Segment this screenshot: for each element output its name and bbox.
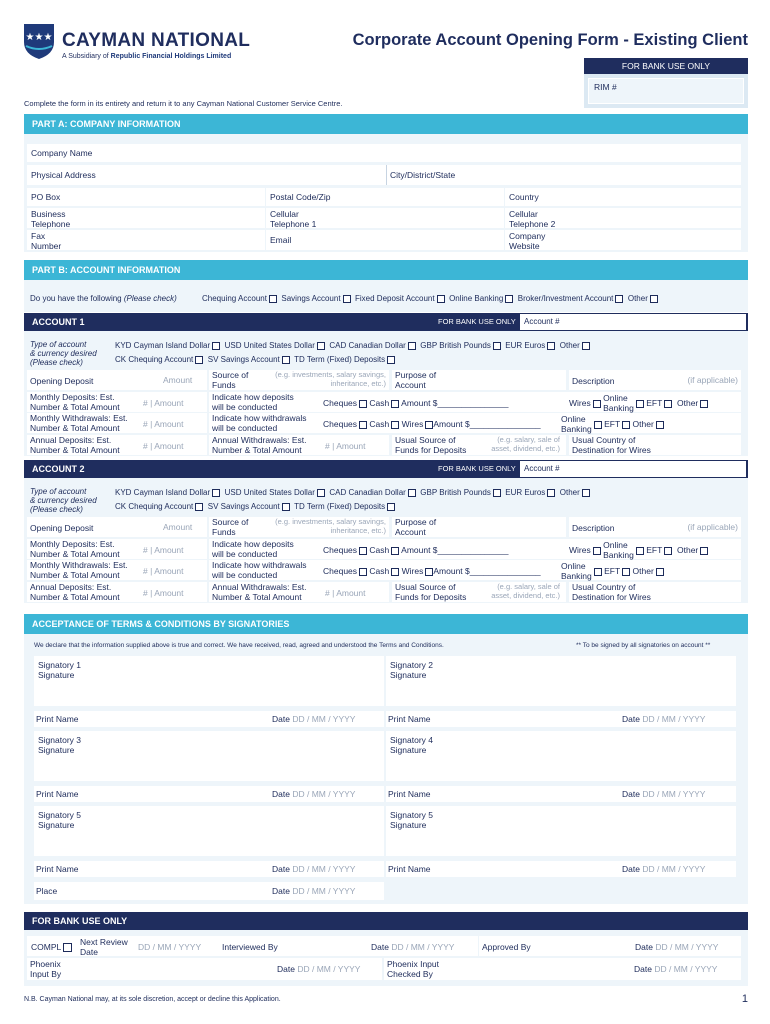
print-name5-field[interactable]: Print Name Date DD / MM / YYYY bbox=[34, 861, 384, 877]
usual-country-field[interactable]: Usual Country of Destination for Wires bbox=[569, 435, 741, 455]
account1-currencies-row1: KYD Cayman Island Dollar USD United States Dollar CAD Canadian Dollar GBP British Pounds EUR Euros Other bbox=[115, 341, 590, 350]
account2-type-label: Type of account & currency desired (Please check) bbox=[30, 487, 97, 514]
online-banking-checkbox[interactable] bbox=[505, 295, 513, 303]
page-number: 1 bbox=[741, 993, 748, 1005]
kyd-checkbox[interactable] bbox=[212, 489, 220, 497]
source-funds-field[interactable]: Source of Funds (e.g. investments, salary savings, inheritance, etc.) bbox=[209, 370, 389, 390]
cad-checkbox[interactable] bbox=[408, 342, 416, 350]
how-withdrawals-field[interactable]: Indicate how withdrawals will be conducted Cheques Cash Wires Amount $_______________ Online Banking EFT Other bbox=[209, 560, 741, 580]
company-name-field[interactable]: Company Name bbox=[27, 144, 741, 162]
other-currency-checkbox[interactable] bbox=[582, 489, 590, 497]
fixed-deposit-checkbox[interactable] bbox=[437, 295, 445, 303]
monthly-withdrawals-field[interactable]: Monthly Withdrawals: Est. Number & Total Amount # | Amount bbox=[27, 560, 207, 580]
city-field[interactable]: City/District/State bbox=[386, 165, 458, 185]
usd-checkbox[interactable] bbox=[317, 489, 325, 497]
ck-checkbox[interactable] bbox=[195, 503, 203, 511]
account2-bank-use: FOR BANK USE ONLY bbox=[438, 464, 516, 473]
website-field[interactable]: Company Website bbox=[505, 230, 741, 250]
savings-checkbox[interactable] bbox=[343, 295, 351, 303]
signatory4-field[interactable]: Signatory 4 Signature bbox=[386, 731, 736, 781]
phoenix-input-field[interactable]: Phoenix Input By Date DD / MM / YYYY bbox=[27, 958, 382, 980]
physical-address-field[interactable]: Physical Address bbox=[27, 165, 741, 185]
part-b-options: Chequing Account Savings Account Fixed Deposit Account Online Banking Broker/Investment Account Other bbox=[202, 294, 658, 303]
signatory5-field[interactable]: Signatory 5 Signature bbox=[34, 806, 384, 856]
account2-currencies-row2: CK Chequing Account SV Savings Account TD Term (Fixed) Deposits bbox=[115, 502, 395, 511]
how-deposits-field[interactable]: Indicate how deposits will be conducted Cheques Cash Amount $_______________ Wires Online Banking EFT Other bbox=[209, 392, 741, 412]
phoenix-checked-field[interactable]: Phoenix Input Checked By Date DD / MM / YYYY bbox=[384, 958, 741, 980]
approved-by-field[interactable]: Approved By Date DD / MM / YYYY bbox=[479, 936, 741, 956]
account1-bank-use: FOR BANK USE ONLY bbox=[438, 317, 516, 326]
description-field[interactable]: Description (if applicable) bbox=[569, 517, 741, 537]
footnote: N.B. Cayman National may, at its sole discretion, accept or decline this Application. bbox=[24, 996, 281, 1003]
place-field[interactable]: Place Date DD / MM / YYYY bbox=[34, 882, 384, 900]
rim-field[interactable]: RIM # bbox=[588, 78, 744, 104]
print-name1-field[interactable]: Print Name Date DD / MM / YYYY bbox=[34, 711, 384, 727]
po-box-field[interactable]: PO Box bbox=[27, 188, 265, 206]
country-field[interactable]: Country bbox=[505, 188, 741, 206]
print-name2-field[interactable]: Print Name Date DD / MM / YYYY bbox=[386, 711, 736, 727]
other-checkbox[interactable] bbox=[650, 295, 658, 303]
cellular2-field[interactable]: Cellular Telephone 2 bbox=[505, 208, 741, 228]
next-review-date[interactable]: DD / MM / YYYY bbox=[138, 942, 202, 952]
purpose-field[interactable]: Purpose of Account bbox=[392, 517, 566, 537]
account1-type-label: Type of account & currency desired (Please check) bbox=[30, 340, 97, 367]
monthly-deposits-field[interactable]: Monthly Deposits: Est. Number & Total Amount # | Amount bbox=[27, 539, 207, 559]
source-funds-field[interactable]: Source of Funds (e.g. investments, salary savings, inheritance, etc.) bbox=[209, 517, 389, 537]
postal-code-field[interactable]: Postal Code/Zip bbox=[266, 188, 504, 206]
annual-deposits-field[interactable]: Annual Deposits: Est. Number & Total Amount # | Amount bbox=[27, 435, 207, 455]
bank-use-header: FOR BANK USE ONLY bbox=[584, 58, 748, 74]
account2-title: ACCOUNT 2 bbox=[24, 460, 748, 478]
signed-note: ** To be signed by all signatories on account ** bbox=[576, 642, 711, 649]
logo-brand: CAYMAN NATIONAL bbox=[62, 30, 251, 51]
eur-checkbox[interactable] bbox=[547, 489, 555, 497]
how-deposits-field[interactable]: Indicate how deposits will be conducted Cheques Cash Amount $_______________ Wires Online Banking EFT Other bbox=[209, 539, 741, 559]
svg-text:★★★: ★★★ bbox=[25, 32, 53, 43]
part-b-title: PART B: ACCOUNT INFORMATION bbox=[24, 260, 748, 280]
declaration-text: We declare that the information supplied above is true and correct. We have received, read, agreed and understood the Terms and Conditions. bbox=[34, 642, 444, 649]
part-b-question: Do you have the following (Please check) bbox=[30, 294, 177, 303]
logo-shield-icon bbox=[22, 22, 56, 60]
annual-withdrawals-field[interactable]: Annual Withdrawals: Est. Number & Total Amount # | Amount bbox=[209, 435, 389, 455]
print-name6-field[interactable]: Print Name Date DD / MM / YYYY bbox=[386, 861, 736, 877]
cellular1-field[interactable]: Cellular Telephone 1 bbox=[266, 208, 504, 228]
account2-number-field[interactable]: Account # bbox=[520, 461, 746, 477]
email-field[interactable]: Email bbox=[266, 230, 504, 250]
how-withdrawals-field[interactable]: Indicate how withdrawals will be conducted Cheques Cash Wires Amount $_______________ Online Banking EFT Other bbox=[209, 413, 741, 433]
sv-checkbox[interactable] bbox=[282, 503, 290, 511]
monthly-withdrawals-field[interactable]: Monthly Withdrawals: Est. Number & Total Amount # | Amount bbox=[27, 413, 207, 433]
purpose-field[interactable]: Purpose of Account bbox=[392, 370, 566, 390]
form-title: Corporate Account Opening Form - Existing Client bbox=[352, 31, 748, 49]
instruction-text: Complete the form in its entirety and return it to any Cayman National Customer Service Centre. bbox=[24, 99, 343, 108]
acceptance-title: ACCEPTANCE OF TERMS & CONDITIONS BY SIGNATORIES bbox=[24, 614, 748, 634]
signatory1-field[interactable]: Signatory 1 Signature bbox=[34, 656, 384, 706]
account1-title: ACCOUNT 1 bbox=[24, 313, 748, 331]
usual-source-field[interactable]: Usual Source of Funds for Deposits (e.g. salary, sale of asset, dividend, etc.) bbox=[392, 582, 566, 602]
interviewed-by-label: Interviewed By bbox=[222, 942, 278, 952]
broker-checkbox[interactable] bbox=[615, 295, 623, 303]
annual-deposits-field[interactable]: Annual Deposits: Est. Number & Total Amount # | Amount bbox=[27, 582, 207, 602]
account1-number-field[interactable]: Account # bbox=[520, 314, 746, 330]
footer-bank-use-title: FOR BANK USE ONLY bbox=[24, 912, 748, 930]
signatory2-field[interactable]: Signatory 2 Signature bbox=[386, 656, 736, 706]
eur-checkbox[interactable] bbox=[547, 342, 555, 350]
interviewed-date-field[interactable]: Date DD / MM / YYYY bbox=[368, 936, 478, 956]
other-currency-checkbox[interactable] bbox=[582, 342, 590, 350]
usd-checkbox[interactable] bbox=[317, 342, 325, 350]
signatory6-field[interactable]: Signatory 5 Signature bbox=[386, 806, 736, 856]
opening-deposit-field[interactable]: Opening Deposit Amount bbox=[27, 370, 207, 390]
ck-checkbox[interactable] bbox=[195, 356, 203, 364]
signatory3-field[interactable]: Signatory 3 Signature bbox=[34, 731, 384, 781]
usual-source-field[interactable]: Usual Source of Funds for Deposits (e.g. salary, sale of asset, dividend, etc.) bbox=[392, 435, 566, 455]
usual-country-field[interactable]: Usual Country of Destination for Wires bbox=[569, 582, 741, 602]
compl-field[interactable]: COMPL bbox=[31, 942, 72, 952]
business-tel-field[interactable]: Business Telephone bbox=[27, 208, 265, 228]
rim-box bbox=[584, 74, 748, 108]
td-checkbox[interactable] bbox=[387, 356, 395, 364]
next-review-label: Next Review Date bbox=[80, 937, 128, 957]
print-name4-field[interactable]: Print Name Date DD / MM / YYYY bbox=[386, 786, 736, 802]
gbp-checkbox[interactable] bbox=[493, 489, 501, 497]
kyd-checkbox[interactable] bbox=[212, 342, 220, 350]
fax-field[interactable]: Fax Number bbox=[27, 230, 265, 250]
opening-deposit-field[interactable]: Opening Deposit Amount bbox=[27, 517, 207, 537]
td-checkbox[interactable] bbox=[387, 503, 395, 511]
account2-currencies-row1: KYD Cayman Island Dollar USD United States Dollar CAD Canadian Dollar GBP British Pounds EUR Euros Other bbox=[115, 488, 590, 497]
gbp-checkbox[interactable] bbox=[493, 342, 501, 350]
logo-subsidiary: A Subsidiary of Republic Financial Holdings Limited bbox=[62, 53, 232, 60]
description-field[interactable]: Description (if applicable) bbox=[569, 370, 741, 390]
print-name3-field[interactable]: Print Name Date DD / MM / YYYY bbox=[34, 786, 384, 802]
cad-checkbox[interactable] bbox=[408, 489, 416, 497]
account1-currencies-row2: CK Chequing Account SV Savings Account TD Term (Fixed) Deposits bbox=[115, 355, 395, 364]
part-a-title: PART A: COMPANY INFORMATION bbox=[24, 114, 748, 134]
chequing-checkbox[interactable] bbox=[269, 295, 277, 303]
annual-withdrawals-field[interactable]: Annual Withdrawals: Est. Number & Total Amount # | Amount bbox=[209, 582, 389, 602]
sv-checkbox[interactable] bbox=[282, 356, 290, 364]
monthly-deposits-field[interactable]: Monthly Deposits: Est. Number & Total Amount # | Amount bbox=[27, 392, 207, 412]
